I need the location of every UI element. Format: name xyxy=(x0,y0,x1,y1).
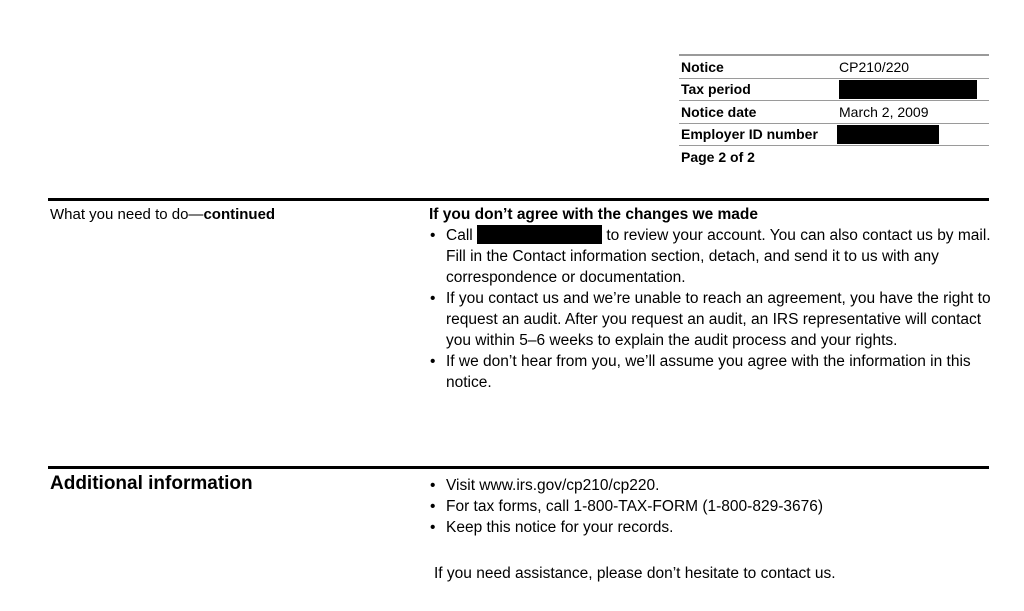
employer-id-value xyxy=(839,125,989,144)
what-you-need-to-do-section xyxy=(48,198,989,438)
list-item: • For tax forms, call 1-800-TAX-FORM (1-800-829-3676) xyxy=(429,496,995,517)
disagree-list xyxy=(429,225,995,393)
section-label-prefix: What you need to do— xyxy=(50,206,204,223)
page-number: Page 2 of 2 xyxy=(681,148,755,165)
additional-information-title: Additional information xyxy=(50,473,253,494)
closing-text: If you need assistance, please don’t hesitate to contact us. xyxy=(434,565,836,582)
notice-date-value: March 2, 2009 xyxy=(839,103,929,120)
disagree-content xyxy=(429,204,995,393)
list-item: • Visit www.irs.gov/cp210/cp220. xyxy=(429,475,995,496)
call-text: Call xyxy=(446,227,473,244)
employer-id-row xyxy=(679,124,989,147)
redacted-tax-period xyxy=(839,80,977,99)
additional-info-list xyxy=(429,475,995,538)
redacted-employer-id xyxy=(837,125,939,144)
tax-period-label: Tax period xyxy=(681,81,751,98)
list-item: • If you contact us and we’re unable to reach an agreement, you have the right to request an audit. After you request an audit, an IRS representative will contact you within 5–6 weeks to explain the audit process and your rights. xyxy=(429,288,995,351)
list-item: • Keep this notice for your records. xyxy=(429,517,995,538)
employer-id-label: Employer ID number xyxy=(681,126,818,143)
notice-date-row xyxy=(679,101,989,124)
page-number-row xyxy=(679,146,989,168)
notice-info-box xyxy=(679,54,989,168)
notice-date-label: Notice date xyxy=(681,103,757,120)
call-rest-text: to review your account. You can also contact us by mail. Fill in the Contact information section, detach, and send it to us with any correspondence or documentation. xyxy=(446,227,991,286)
section-divider xyxy=(48,198,989,201)
list-item xyxy=(429,225,995,288)
notice-value: CP210/220 xyxy=(839,58,910,75)
notice-row xyxy=(679,54,989,79)
tax-period-row xyxy=(679,79,989,102)
additional-information-section xyxy=(48,466,989,606)
notice-label: Notice xyxy=(681,58,724,75)
redacted-phone-number xyxy=(477,225,602,244)
list-item: • If we don’t hear from you, we’ll assume you agree with the information in this notice. xyxy=(429,351,995,393)
section-label-bold: continued xyxy=(203,206,276,223)
disagree-heading: If you don’t agree with the changes we made xyxy=(429,206,759,223)
section-label xyxy=(50,206,275,223)
section-divider xyxy=(48,466,989,469)
additional-info-content xyxy=(429,475,995,538)
tax-period-value xyxy=(839,80,989,99)
